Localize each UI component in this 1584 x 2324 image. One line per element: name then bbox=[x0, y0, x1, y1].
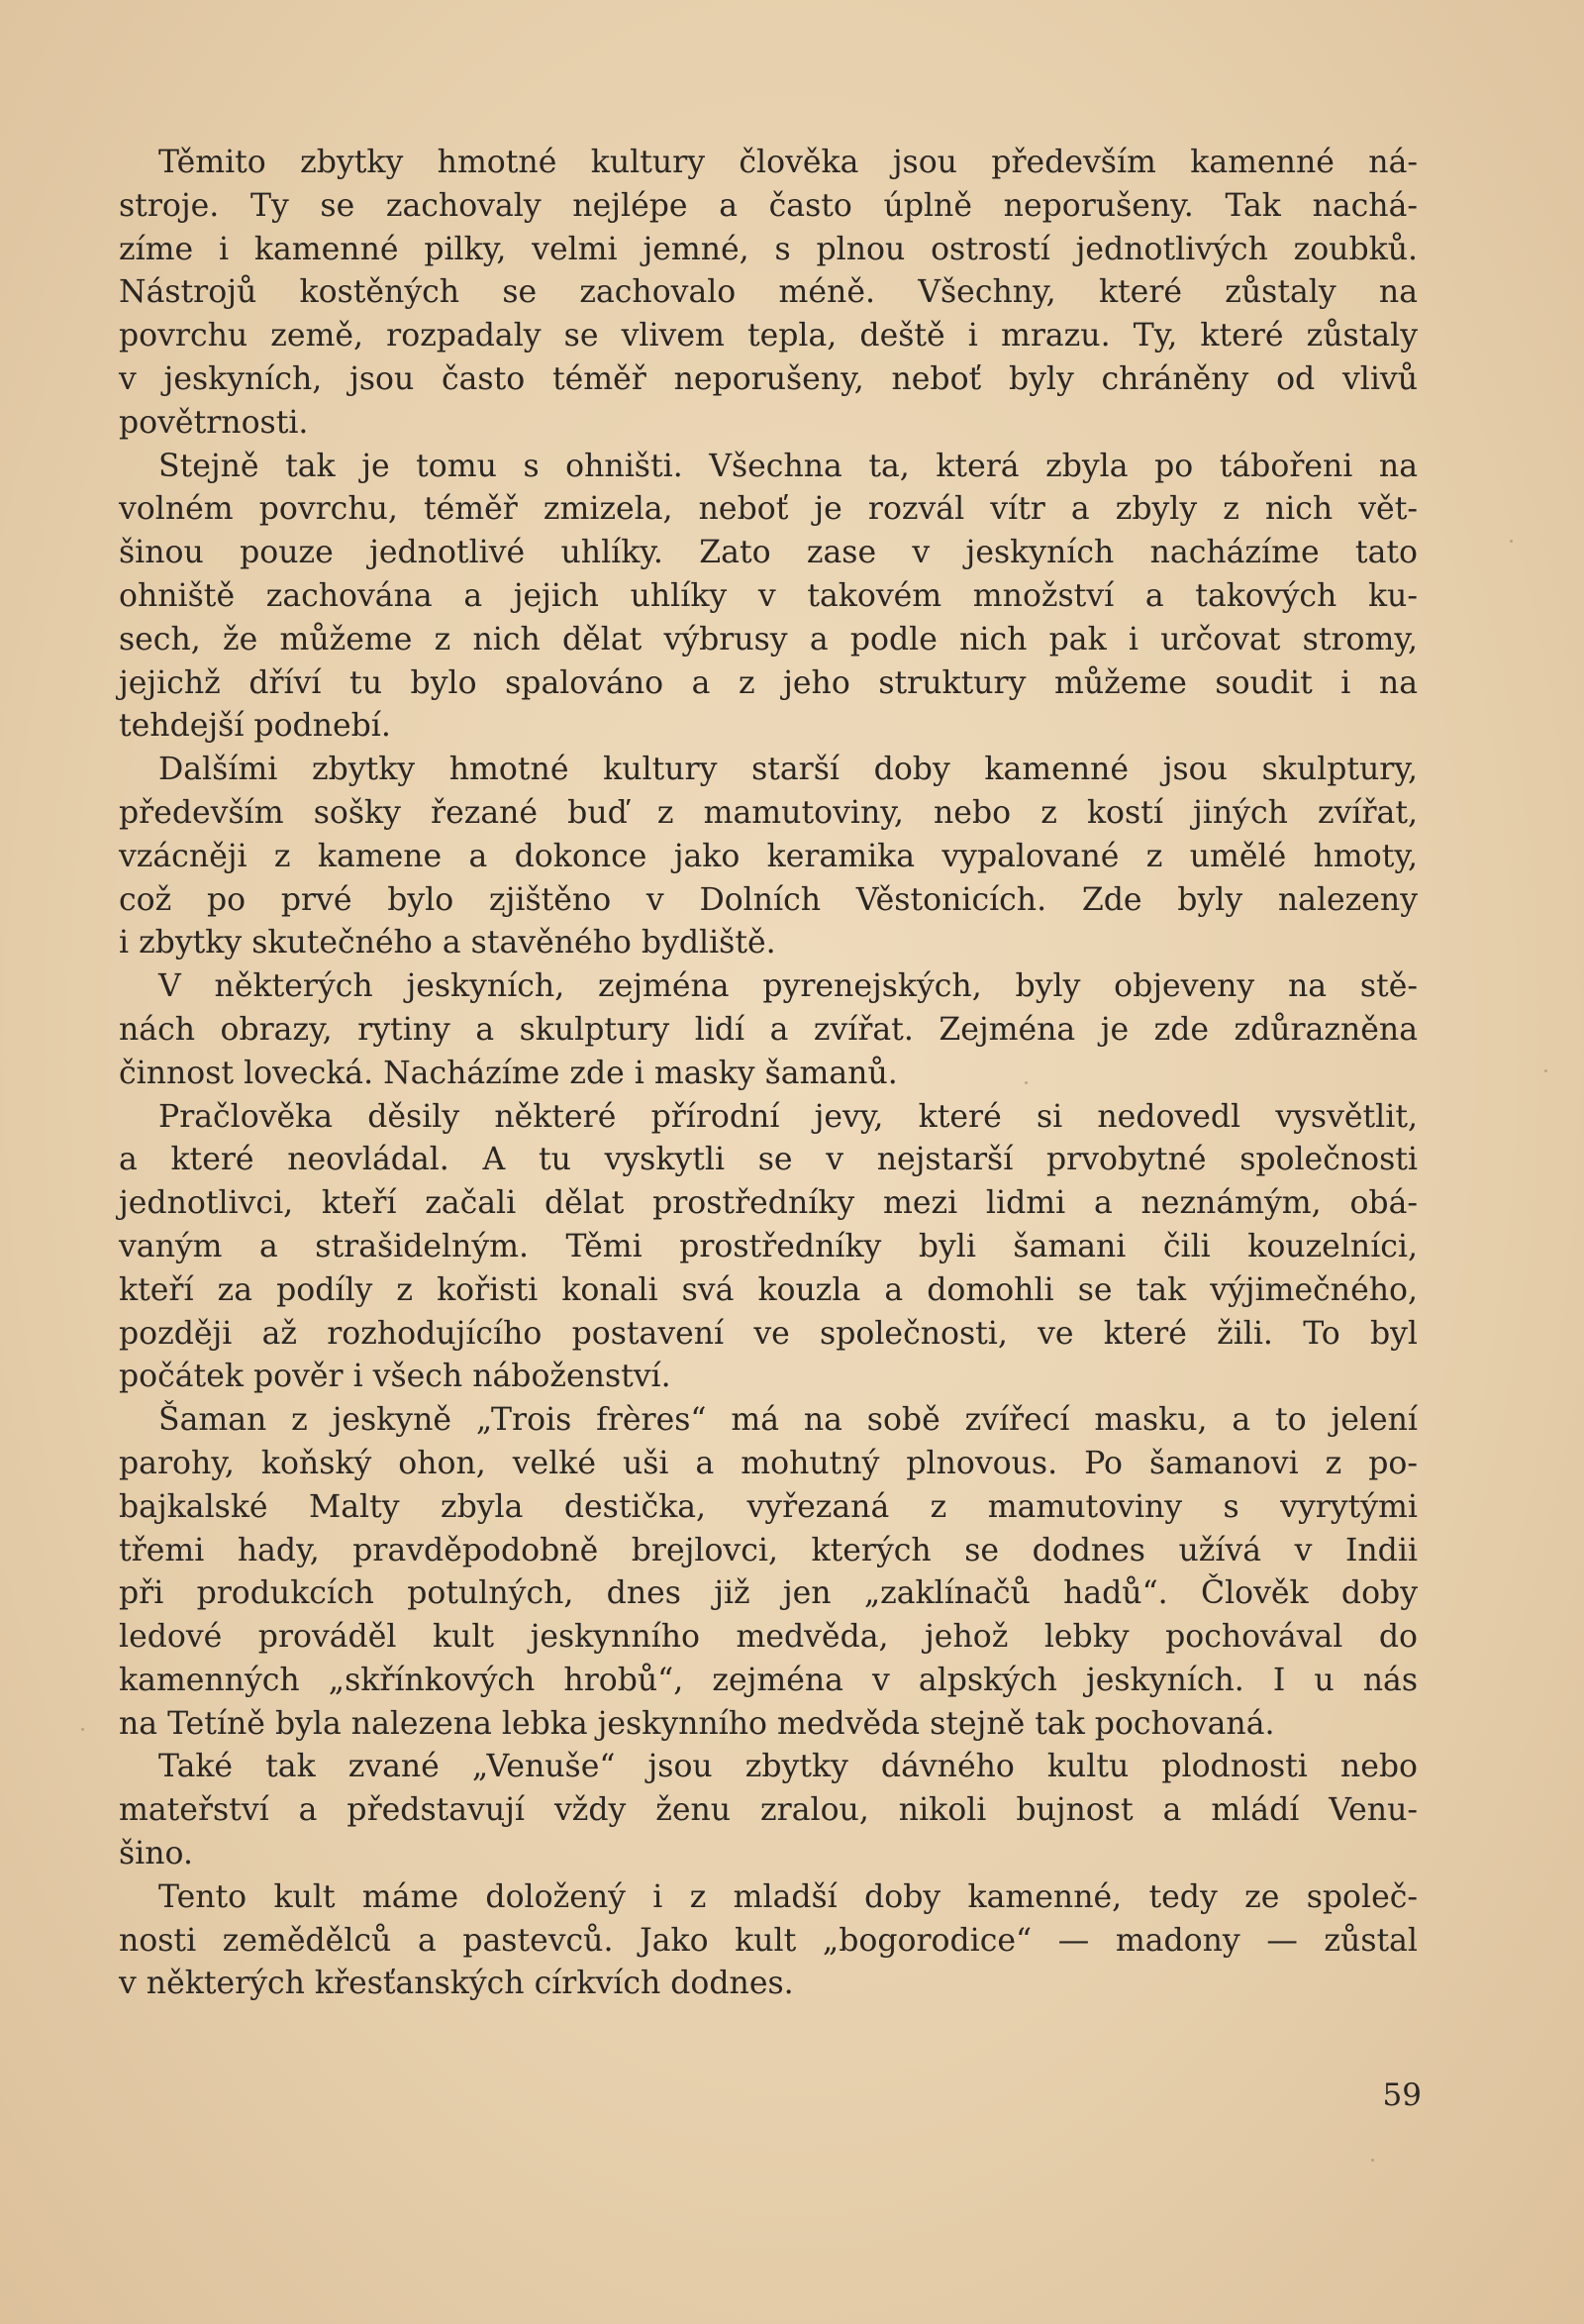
text-line: parohy, koňský ohon, velké uši a mohutný plnovous. Po šamanovi z po- bbox=[119, 1445, 1418, 1481]
text-line: zíme i kamenné pilky, velmi jemné, s plnou ostrostí jednotlivých zoubků. bbox=[119, 231, 1418, 267]
text-line: Šaman z jeskyně „Trois frères“ má na sobě zvířecí masku, a to jelení bbox=[158, 1402, 1418, 1439]
body-text bbox=[119, 142, 1418, 2006]
paragraph-1 bbox=[119, 142, 1418, 446]
text-line: Stejně tak je tomu s ohništi. Všechna ta, která zbyla po tábořeni na bbox=[158, 448, 1418, 484]
text-line: činnost lovecká. Nacházíme zde i masky šamanů. bbox=[119, 1055, 898, 1091]
text-line: v jeskyních, jsou často téměř neporušeny, neboť byly chráněny od vlivů bbox=[119, 360, 1418, 397]
text-line: i zbytky skutečného a stavěného bydliště. bbox=[119, 925, 776, 961]
paper-speck bbox=[1544, 1069, 1547, 1072]
paper-speck bbox=[1510, 540, 1513, 543]
text-line: Tento kult máme doložený i z mladší doby kamenné, tedy ze společ- bbox=[158, 1878, 1418, 1915]
text-line: což po prvé bylo zjištěno v Dolních Věstonicích. Zde byly nalezeny bbox=[119, 881, 1418, 918]
text-line: sech, že můžeme z nich dělat výbrusy a podle nich pak i určovat stromy, bbox=[119, 621, 1418, 657]
paragraph-8 bbox=[119, 1876, 1418, 2006]
text-line: Těmito zbytky hmotné kultury člověka jsou především kamenné ná- bbox=[158, 145, 1418, 180]
text-line: ohniště zachována a jejich uhlíky v takovém množství a takových ku- bbox=[119, 577, 1418, 614]
text-line: vaným a strašidelným. Těmi prostředníky byli šamani čili kouzelníci, bbox=[119, 1228, 1418, 1264]
page-number: 59 bbox=[1382, 2077, 1422, 2113]
text-line: jednotlivci, kteří začali dělat prostředníky mezi lidmi a neznámým, obá- bbox=[119, 1185, 1418, 1222]
text-line: nosti zemědělců a pastevců. Jako kult „bogorodice“ — madony — zůstal bbox=[119, 1922, 1418, 1959]
paper-speck bbox=[1025, 1081, 1028, 1084]
paragraph-7 bbox=[119, 1746, 1418, 1875]
text-line: na Tetíně byla nalezena lebka jeskynního medvěda stejně tak pochovaná. bbox=[119, 1705, 1275, 1742]
text-line: V některých jeskyních, zejména pyrenejských, byly objeveny na stě- bbox=[158, 968, 1418, 1005]
text-line: šino. bbox=[119, 1836, 193, 1872]
text-line: nách obrazy, rytiny a skulptury lidí a zvířat. Zejména je zde zdůrazněna bbox=[119, 1011, 1418, 1048]
text-line: kamenných „skřínkových hrobů“, zejména v alpských jeskyních. I u nás bbox=[119, 1662, 1418, 1698]
text-line: Dalšími zbytky hmotné kultury starší doby kamenné jsou skulptury, bbox=[158, 752, 1418, 788]
text-line: stroje. Ty se zachovaly nejlépe a často úplně neporušeny. Tak nachá- bbox=[119, 187, 1418, 224]
text-line: počátek pověr i všech náboženství. bbox=[119, 1359, 671, 1395]
text-line: vzácněji z kamene a dokonce jako keramika vypalované z umělé hmoty, bbox=[119, 838, 1418, 874]
text-line: povětrnosti. bbox=[119, 404, 309, 441]
paragraph-6 bbox=[119, 1399, 1418, 1746]
text-line: Nástrojů kostěných se zachovalo méně. Všechny, které zůstaly na bbox=[119, 274, 1418, 311]
text-line: především sošky řezané buď z mamutoviny, nebo z kostí jiných zvířat, bbox=[119, 794, 1418, 831]
text-line: Pračlověka děsily některé přírodní jevy, které si nedovedl vysvětlit, bbox=[158, 1098, 1418, 1135]
text-line: tehdejší podnebí. bbox=[119, 708, 391, 745]
text-line: povrchu země, rozpadaly se vlivem tepla, deště i mrazu. Ty, které zůstaly bbox=[119, 318, 1418, 354]
text-line: šinou pouze jednotlivé uhlíky. Zato zase v jeskyních nacházíme tato bbox=[119, 535, 1418, 571]
paragraph-4 bbox=[119, 965, 1418, 1095]
text-line: volném povrchu, téměř zmizela, neboť je rozvál vítr a zbyly z nich vět- bbox=[119, 491, 1418, 528]
paragraph-2 bbox=[119, 446, 1418, 750]
text-line: Také tak zvané „Venuše“ jsou zbytky dávného kultu plodnosti nebo bbox=[158, 1749, 1418, 1785]
text-line: třemi hady, pravděpodobně brejlovci, kterých se dodnes užívá v Indii bbox=[119, 1532, 1418, 1568]
paragraph-5 bbox=[119, 1096, 1418, 1400]
text-line: bajkalské Malty zbyla destička, vyřezaná z mamutoviny s vyrytými bbox=[119, 1488, 1418, 1525]
text-line: a které neovládal. A tu vyskytli se v nejstarší prvobytné společnosti bbox=[119, 1142, 1418, 1178]
text-line: ledové prováděl kult jeskynního medvěda, jehož lebky pochovával do bbox=[119, 1619, 1418, 1656]
text-line: kteří za podíly z kořisti konali svá kouzla a domohli se tak výjimečného, bbox=[119, 1271, 1418, 1308]
text-line: jejichž dříví tu bylo spalováno a z jeho struktury můžeme soudit i na bbox=[119, 664, 1418, 701]
paper-speck bbox=[1371, 2159, 1374, 2162]
text-line: při produkcích potulných, dnes již jen „zaklínačů hadů“. Člověk doby bbox=[119, 1575, 1418, 1612]
text-line: v některých křesťanských církvích dodnes. bbox=[119, 1966, 794, 2002]
paragraph-3 bbox=[119, 749, 1418, 965]
text-line: později až rozhodujícího postavení ve společnosti, ve které žili. To byl bbox=[119, 1315, 1418, 1352]
text-line: mateřství a představují vždy ženu zralou, nikoli bujnost a mládí Venu- bbox=[119, 1792, 1418, 1829]
paper-speck bbox=[81, 1728, 84, 1731]
